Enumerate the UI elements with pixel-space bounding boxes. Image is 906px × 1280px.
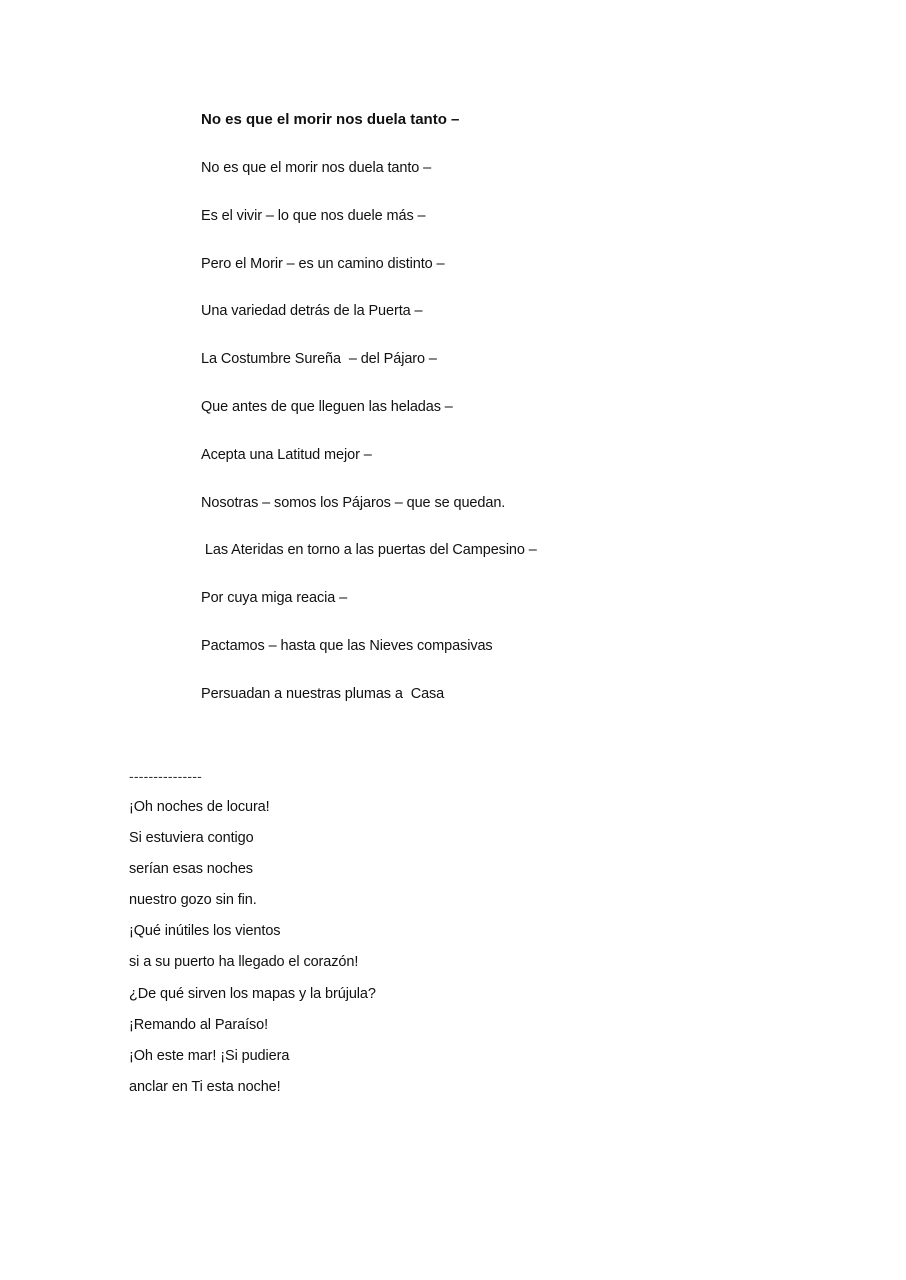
poem-line: Las Ateridas en torno a las puertas del Campesino – bbox=[201, 542, 537, 559]
poem-line: Pactamos – hasta que las Nieves compasivas bbox=[201, 637, 493, 654]
poem-line: ¡Oh este mar! ¡Si pudiera bbox=[129, 1047, 290, 1064]
poem-line: Persuadan a nuestras plumas a Casa bbox=[201, 685, 445, 702]
poem-1 bbox=[201, 110, 537, 732]
poem-line: Es el vivir – lo que nos duele más – bbox=[201, 207, 426, 224]
poem-line: anclar en Ti esta noche! bbox=[129, 1078, 281, 1095]
section-separator: --------------- bbox=[129, 768, 202, 784]
poem-line: ¡Remando al Paraíso! bbox=[129, 1016, 269, 1033]
poem-line: Por cuya miga reacia – bbox=[201, 590, 348, 607]
poem-1-title: No es que el morir nos duela tanto – bbox=[201, 111, 460, 128]
poem-line: Una variedad detrás de la Puerta – bbox=[201, 303, 423, 320]
poem-line: Que antes de que lleguen las heladas – bbox=[201, 398, 453, 415]
poem-line: Si estuviera contigo bbox=[129, 830, 254, 847]
poem-line: Acepta una Latitud mejor – bbox=[201, 446, 372, 463]
poem-line: si a su puerto ha llegado el corazón! bbox=[129, 954, 359, 971]
poem-line: nuestro gozo sin fin. bbox=[129, 892, 257, 909]
poem-line: Pero el Morir – es un camino distinto – bbox=[201, 255, 445, 272]
poem-line: ¡Oh noches de locura! bbox=[129, 799, 270, 815]
poem-line: La Costumbre Sureña – del Pájaro – bbox=[201, 351, 437, 368]
poem-line: ¿De qué sirven los mapas y la brújula? bbox=[129, 985, 376, 1002]
poem-line: No es que el morir nos duela tanto – bbox=[201, 160, 432, 176]
poem-2 bbox=[129, 766, 376, 1108]
poem-line: Nosotras – somos los Pájaros – que se quedan. bbox=[201, 494, 506, 511]
poem-line: ¡Qué inútiles los vientos bbox=[129, 923, 281, 940]
poem-line: serían esas noches bbox=[129, 861, 253, 878]
